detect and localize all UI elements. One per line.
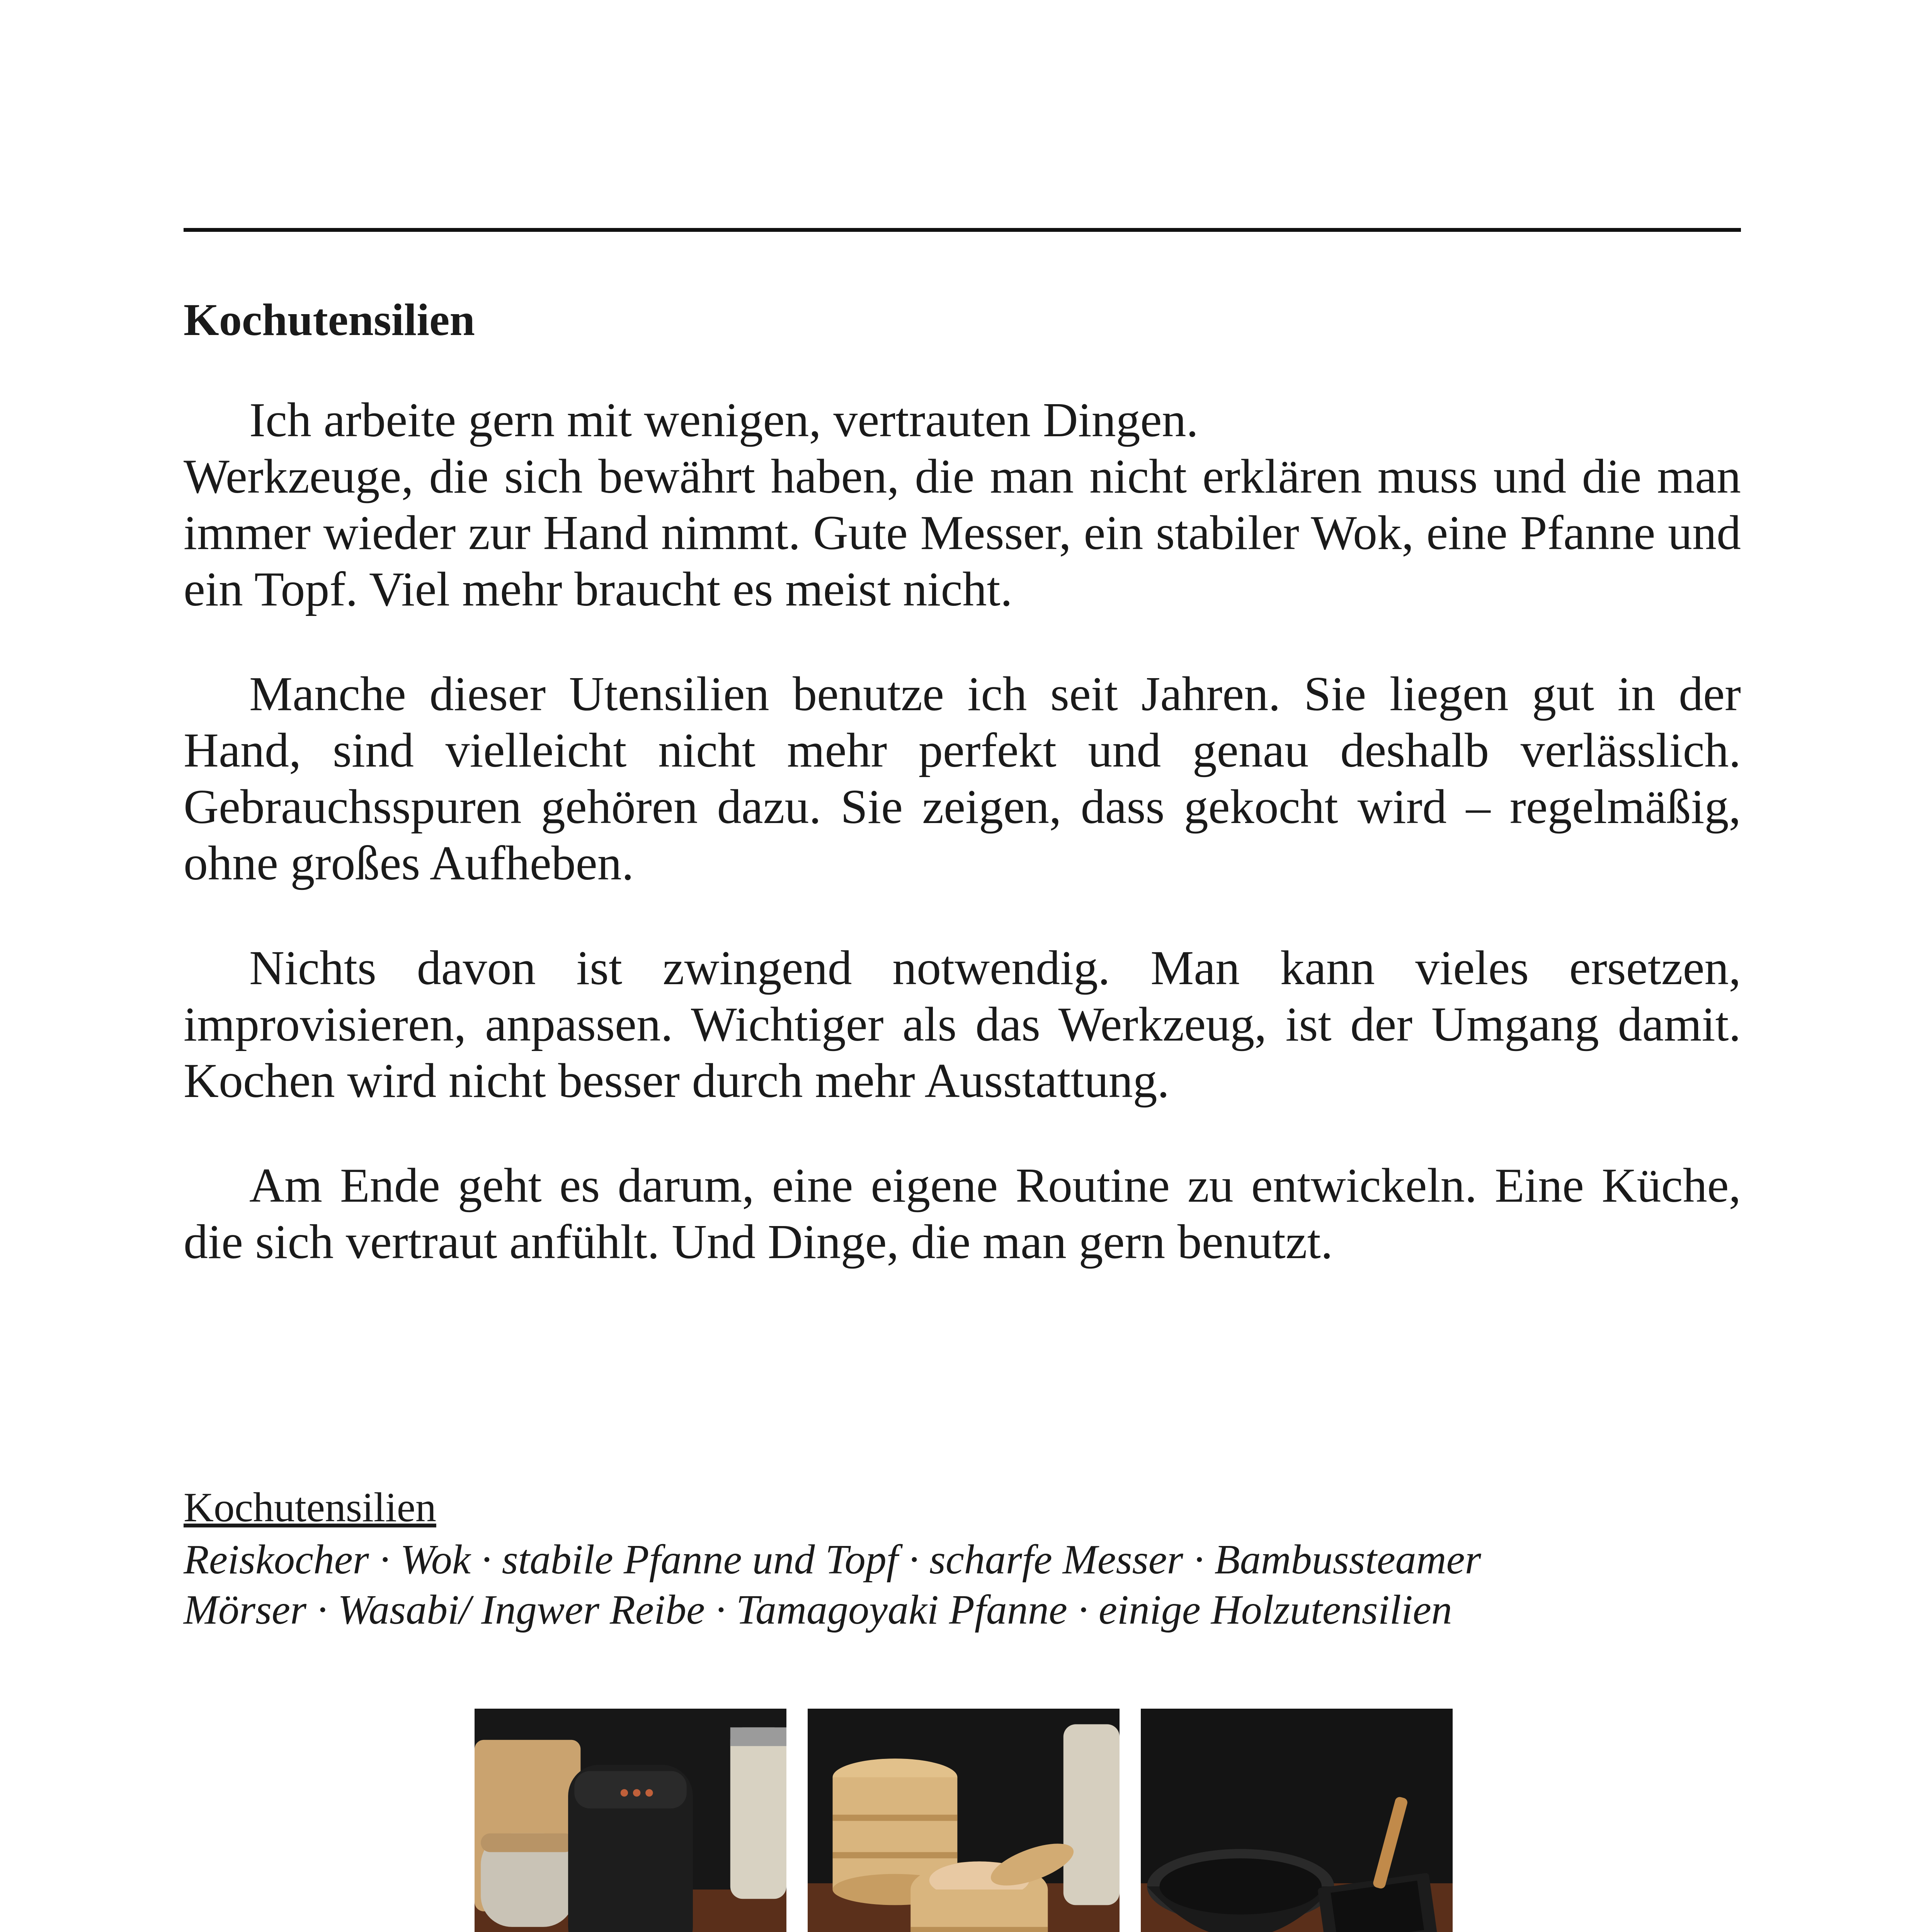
body-text <box>184 392 1741 1319</box>
utensil-list-label: Kochutensilien <box>184 1485 436 1531</box>
utensil-list-line-2: Mörser · Wasabi/ Ingwer Reibe · Tamagoyaki Pfanne · einige Holzutensilien <box>184 1587 1452 1633</box>
paragraph-1: Werkzeuge, die sich bewährt haben, die man nicht erklären muss und die man immer wieder zur Hand nimmt. Gute Messer, ein stabiler Wok, eine Pfanne und ein Topf. Viel mehr braucht es meist nicht. <box>184 450 1741 616</box>
utensil-list-line-1: Reiskocher · Wok · stabile Pfanne und Topf · scharfe Messer · Bambussteamer <box>184 1537 1481 1583</box>
paragraph-2: Manche dieser Utensilien benutze ich seit Jahren. Sie liegen gut in der Hand, sind vielleicht nicht mehr perfekt und genau deshalb verlässlich. Gebrauchsspuren gehören dazu. Sie zeigen, dass gekocht wird – regelmäßig, ohne großes Aufheben. <box>184 667 1741 890</box>
paragraph-4: Am Ende geht es darum, eine eigene Routine zu entwickeln. Eine Küche, die sich vertraut anfühlt. Und Dinge, die man gern benutzt. <box>184 1159 1741 1269</box>
photo-rice-cooker <box>475 1709 786 1932</box>
paragraph-1-first-line: Ich arbeite gern mit wenigen, vertrauten Dingen. <box>249 393 1199 447</box>
photo-wok-and-pan <box>1141 1709 1453 1932</box>
photo-bamboo-steamer <box>808 1709 1120 1932</box>
section-heading: Kochutensilien <box>184 294 475 345</box>
paragraph-3: Nichts davon ist zwingend notwendig. Man kann vieles ersetzen, improvisieren, anpassen. Wichtiger als das Werkzeug, ist der Umgang damit. Kochen wird nicht besser durch mehr Ausstattung. <box>184 941 1741 1108</box>
header-rule <box>184 228 1741 232</box>
photo-gallery <box>475 1709 1453 1932</box>
